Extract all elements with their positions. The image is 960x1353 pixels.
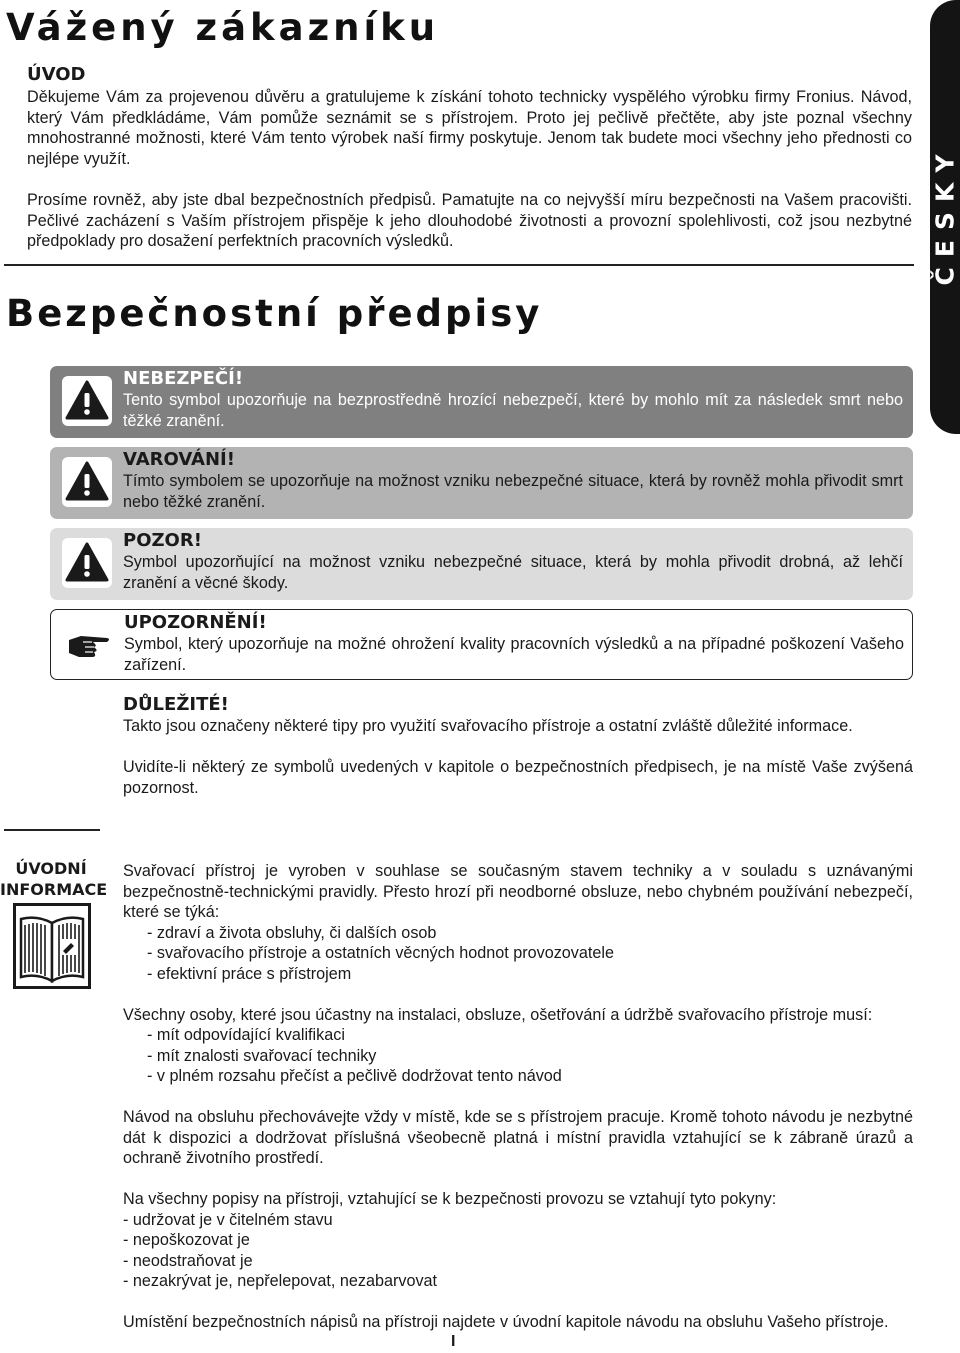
- important-notice: [123, 694, 913, 737]
- danger-text: Tento symbol upozorňuje na bezprostředně hrozící nebezpečí, které by mohlo mít za následek smrt nebo těžké zranění.: [123, 391, 903, 430]
- general-paragraph-5: Umístění bezpečnostních nápisů na přístroji najdete v úvodní kapitole návodu na obsluhu Vašeho přístroje.: [123, 1313, 889, 1331]
- list-item: - mít odpovídající kvalifikaci: [147, 1026, 345, 1044]
- caution-notice: [50, 528, 913, 600]
- general-info-label: [0, 858, 108, 900]
- intro-heading: ÚVOD: [27, 64, 86, 85]
- list-item: - nezakrývat je, nepřelepovat, nezabarvovat: [123, 1272, 438, 1290]
- warning-triangle-icon: [62, 457, 112, 507]
- general-paragraph-4: Na všechny popisy na přístroji, vztahující se k bezpečnosti provozu se vztahují tyto pokyny:: [123, 1190, 777, 1208]
- general-paragraph-3: Návod na obsluhu přechovávejte vždy v místě, kde se s přístrojem pracuje. Kromě tohoto návodu je nezbytné dát k dispozici a dodržovat příslušná všeobecně platná i místní pravidla vztahující se k zábraně úrazů a ochraně životního prostředí.: [123, 1108, 913, 1167]
- hazard-list: [123, 923, 913, 985]
- side-label-rule: [4, 829, 100, 831]
- requirements-list: [123, 1025, 913, 1087]
- list-item: - zdraví a života obsluhy, či dalších osob: [147, 923, 437, 942]
- danger-notice: [50, 366, 913, 438]
- general-paragraph-1: Svařovací přístroj je vyroben v souhlase se současným stavem techniky a v souladu s uznávanými bezpečnostně-technickými pravidly. Přesto hrozí při neodborné obsluze, nebo chybném používání nebezpečí, které se týká:: [123, 862, 913, 921]
- list-item: - udržovat je v čitelném stavu: [123, 1210, 333, 1229]
- language-tab: [930, 0, 960, 434]
- intro-paragraph-1: Děkujeme Vám za projevenou důvěru a gratulujeme k získání tohoto technicky vyspělého výrobku firmy Fronius. Návod, který Vám předkládáme, Vám pomůže seznámit se s přístrojem. Proto jej pečlivě přečtěte, aby jste poznal všechny mnohostranné možnosti, které Vám tento výrobek naší firmy poskytuje. Jenom tak budete moci všechny jeho přednosti co nejlépe využít.: [27, 88, 912, 168]
- section-divider: [4, 264, 914, 266]
- important-title: DŮLEŽITÉ!: [123, 694, 229, 715]
- list-item: - v plném rozsahu přečíst a pečlivě dodržovat tento návod: [147, 1067, 562, 1085]
- intro-paragraph-2: Prosíme rovněž, aby jste dbal bezpečnostních předpisů. Pamatujte na co nejvyšší míru bezpečnosti na Vašem pracovišti. Pečlivé zacházení s Vaším přístrojem přispěje k jeho dlouhodobé životnosti a provozní spolehlivosti, což jsou nezbytné předpoklady pro dosažení perfektních pracovních výsledků.: [27, 191, 912, 250]
- important-text: Takto jsou označeny některé tipy pro využití svařovacího přístroje a ostatní zvláště důležité informace.: [123, 717, 853, 735]
- note-text: Symbol, který upozorňuje na možné ohrožení kvality pracovních výsledků a na případné poškození Vašeho zařízení.: [124, 635, 904, 674]
- note-notice: [50, 609, 913, 680]
- caution-title: POZOR!: [123, 530, 202, 551]
- list-item: - efektivní práce s přístrojem: [147, 964, 352, 983]
- label-rules-list: [123, 1210, 913, 1292]
- language-tab-label: ČESKY: [930, 144, 960, 286]
- general-info-label-line2: INFORMACE: [0, 880, 108, 899]
- pointing-hand-icon: [63, 620, 113, 670]
- list-item: - mít znalosti svařovací techniky: [147, 1046, 377, 1065]
- symbols-note: Uvidíte-li některý ze symbolů uvedených v kapitole o bezpečnostních předpisech, je na místě Vaše zvýšená pozornost.: [123, 758, 913, 797]
- list-item: - nepoškozovat je: [123, 1231, 250, 1249]
- general-paragraph-2: Všechny osoby, které jsou účastny na instalaci, obsluze, ošetřování a údržbě svařovacího přístroje musí:: [123, 1005, 873, 1024]
- general-info-body: [123, 861, 913, 1353]
- page-title: Vážený zákazníku: [6, 6, 440, 49]
- list-item: - neodstraňovat je: [123, 1251, 253, 1270]
- general-info-label-line1: ÚVODNÍ: [15, 859, 87, 878]
- safety-title: Bezpečnostní předpisy: [6, 292, 543, 335]
- caution-text: Symbol upozorňující na možnost vzniku nebezpečné situace, která by mohla přivodit drobná, až lehčí zranění a věcné škody.: [123, 553, 903, 592]
- page-number: I: [451, 1333, 456, 1350]
- danger-title: NEBEZPEČÍ!: [123, 368, 244, 389]
- list-item: - svařovacího přístroje a ostatních věcných hodnot provozovatele: [147, 944, 614, 962]
- warning-notice: [50, 447, 913, 519]
- warning-triangle-icon: [62, 538, 112, 588]
- warning-triangle-icon: [62, 376, 112, 426]
- manual-book-icon: [13, 903, 91, 989]
- note-title: UPOZORNĚNÍ!: [124, 612, 267, 633]
- warning-title: VAROVÁNÍ!: [123, 449, 235, 470]
- warning-text: Tímto symbolem se upozorňuje na možnost vzniku nebezpečné situace, která by rovněž mohla přivodit smrt nebo těžké zranění.: [123, 472, 903, 511]
